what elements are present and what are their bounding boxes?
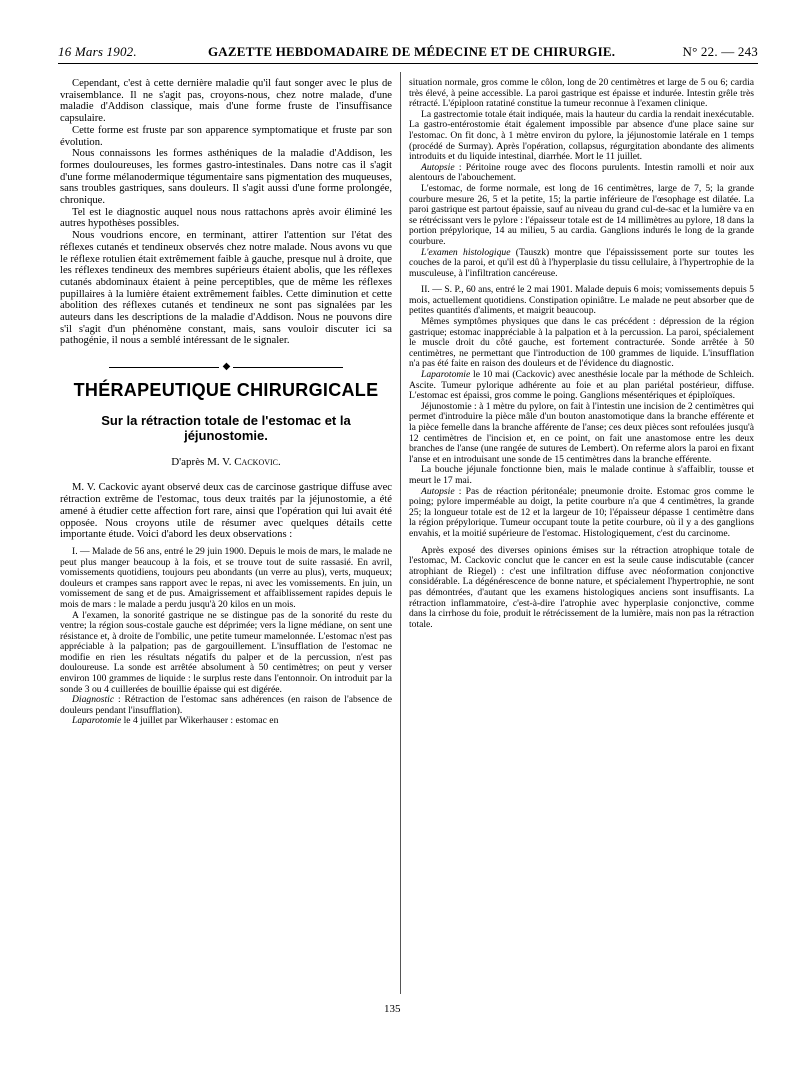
column-separator xyxy=(400,72,401,994)
paragraph xyxy=(60,716,392,727)
paragraph-label: Laparotomie xyxy=(421,369,471,381)
byline-author: Cackovic. xyxy=(234,455,281,468)
section-ornament xyxy=(60,361,392,373)
right-column xyxy=(409,78,754,630)
paragraph-label: Autopsie xyxy=(421,161,455,173)
paragraph: I. — Malade de 56 ans, entré le 29 juin 1900. Depuis le mois de mars, le malade ne peut plus manger beaucoup à la fois, et se trouve tout de suite rassasié. En avril, vomissements quotidiens, toujours peu abondants (un verre au plus), verts, muqueux; douleurs et crampes sans rapport avec le repas, ni avec les vomissements. En juin, un vomissement de sang et de pus. Amaigrissement et affaiblissement rapides depuis le mois de mars : le malade a perdu jusqu'à 20 kilos en un mois. xyxy=(60,545,392,610)
paragraph: Cependant, c'est à cette dernière maladie qu'il faut songer avec le plus de vraisemblance. Il ne s'agit pas, croyons-nous, chez notre malade, d'une maladie d'Addison classique, mais d'une forme fruste de l'insuffisance capsulaire. xyxy=(60,78,392,125)
paragraph: La gastrectomie totale était indiquée, mais la hauteur du cardia la rendait inexécutable. La gastro-entérostomie était également impossible par absence d'une place saine sur l'estomac. On fit donc, à 1 mètre environ du pylore, la jéjunostomie latérale en 1 temps (procédé de Surmay). Après l'opération, collapsus, régurgitation abondante des aliments introduits et du liquide intestinal, diarrhée. Mort le 11 juillet. xyxy=(409,108,754,163)
paragraph-text: le 4 juillet par Wikerhauser : estomac en xyxy=(121,715,279,727)
paragraph: Cette forme est fruste par son apparence symptomatique et fruste par son évolution. xyxy=(60,124,392,148)
paragraph-label: L'examen histologique xyxy=(421,246,511,258)
paragraph: situation normale, gros comme le côlon, long de 20 centimètres et large de 5 ou 6; cardia très élevé, à peine accessible. La paroi gastrique est épaisse et indurée. Intestin grêle très rétracté. L'épiploon ratatiné constitue la tumeur reconnue à l'examen clinique. xyxy=(409,77,754,110)
paragraph xyxy=(409,248,754,280)
header-date: 16 Mars 1902. xyxy=(58,44,137,59)
article-byline xyxy=(60,457,392,469)
section-heading: THÉRAPEUTIQUE CHIRURGICALE xyxy=(73,380,379,401)
byline-prefix: D'après M. V. xyxy=(171,455,232,468)
paragraph-label: Laparotomie xyxy=(72,715,122,727)
paragraph xyxy=(409,487,754,540)
left-column xyxy=(60,78,392,727)
paragraph-text: (Tauszk) montre que l'épaississement porte sur toutes les couches de la paroi, et qu'il est dû à l'hyperplasie du tissu cellulaire, à l'hypertrophie de la musculeuse, à l'infiltration cancéreuse. xyxy=(409,246,754,279)
paragraph: M. V. Cackovic ayant observé deux cas de carcinose gastrique diffuse avec rétraction extrême de l'estomac, tous deux traités par la jéjunostomie, a été amené à étudier cette affection fort rare, ainsi que l'opération qui lui avait été opposée. Nous croyons utile de résumer avec quelques détails cette importante étude. Voici d'abord les deux observations : xyxy=(60,482,392,541)
paragraph-label: Autopsie xyxy=(421,485,455,497)
paragraph-text: : Péritoine rouge avec des flocons purulents. Intestin ramolli et noir aux alentours de l'abouchement. xyxy=(409,161,754,184)
paragraph: La bouche jéjunale fonctionne bien, mais le malade continue à s'affaiblir, tousse et meurt le 17 mai. xyxy=(409,464,754,486)
header-journal-title: GAZETTE HEBDOMADAIRE DE MÉDECINE ET DE CHIRURGIE. xyxy=(208,44,616,59)
paragraph: L'estomac, de forme normale, est long de 16 centimètres, large de 7, 5; la grande courbure mesure 26, 5 et la petite, 15; la partie inférieure de l'œsophage est dilatée. La paroi gastrique est partout épaissie, sauf au niveau du grand cul-de-sac et la lumière va en se rétrécissant vers le pylore : l'épaisseur totale est de 14 millimètres au pylore, 18 dans la portion prépylorique, 14 au milieu, 5 au cardia. Ganglions indurés le long de la grande courbure. xyxy=(409,182,754,247)
paragraph-text: : Rétraction de l'estomac sans adhérences (en raison de l'absence de douleurs pendant l'insufflation). xyxy=(60,694,392,716)
paragraph: Après exposé des diverses opinions émises sur la rétraction atrophique totale de l'estomac, M. Cackovic conclut que le cancer en est la seule cause indiscutable (cancer atrophiant de Riegel) : c'est une infiltration diffuse avec néoformation conjonctive considérable. La dégénérescence de bonne nature, et spécialement l'hypertrophie, ne sont pas démontrées, d'autant que les examens histologiques anciens sont insuffisants. La rétraction inflammatoire, c'est-à-dire l'atrophie avec hyperplasie conjonctive, comme dans la cirrhose du foie, produit le rétrécissement de la lumière, mais non pas la rétraction totale. xyxy=(409,544,754,630)
paragraph-text: : Pas de réaction péritonéale; pneumonie droite. Estomac gros comme le poing; pylore imperméable au doigt, la petite courbure n'a que 4 centimètres, la grande 25; la longueur totale est de 12 et la largeur de 10; l'épaisseur dépasse 1 centimètre dans la région prépylorique. Tumeur occupant toute la petite courbure, où il y a des ganglions envahis, et la moitié supérieure de l'estomac. Histologiquement, c'est du carcinome. xyxy=(409,485,754,539)
running-header xyxy=(58,44,758,64)
diamond-icon: ◆ xyxy=(222,361,230,373)
header-issue-page: N° 22. — 243 xyxy=(682,44,758,59)
paragraph: Nous voudrions encore, en terminant, attirer l'attention sur l'état des réflexes cutanés et tendineux observés chez notre malade. Nous avons vu que le réflexe rotulien était extrêmement faible à gauche, presque nul à droite, que les réflexes tendineux des membres supérieurs étaient abolis, que les réflexes cutanés abdominaux étaient à peine perceptibles, que de même les réflexes pupillaires à la lumière étaient extrêmement faibles. Cette diminution et cette abolition des réflexes cutanés et tendineux ne sont pas signalées par les auteurs dans les descriptions de la maladie d'Addison. Nous ne pouvons dire s'il s'agit d'un phénomène constant, mais, sans vouloir discuter ici sa pathogénie, il nous a semblé intéressant de le signaler. xyxy=(60,230,392,347)
paragraph xyxy=(409,163,754,184)
paragraph-label: Diagnostic xyxy=(72,694,115,706)
paragraph: Mêmes symptômes physiques que dans le cas précédent : dépression de la région gastrique; estomac inappréciable à la palpation et à la percussion. La paroi, spécialement le muscle droit du côté gauche, est fortement contracturée. Sonde arrêtée à 50 centimètres, ne permettant que l'introduction de 100 grammes de liquide. L'insufflation n'a pas été faite en raison des douleurs et de l'évidence du diagnostic. xyxy=(409,316,754,370)
paragraph: Jéjunostomie : à 1 mètre du pylore, on fait à l'intestin une incision de 2 centimètres qui permet d'introduire la pièce mâle d'un bouton anastomotique dans la branche efférente et la pièce femelle dans la branche afférente de l'anse; ces deux pièces sont refoulées jusqu'à 12 centimètres de l'incision et, en ce point, on fait une anastomose entre les deux branches de l'anse (une rangée de sutures de Lembert). On referme alors la paroi en fixant l'anse et en introduisant une sonde de 15 centimètres dans la branche efférente. xyxy=(409,400,754,465)
paragraph xyxy=(409,370,754,402)
paragraph-text: le 10 mai (Cackovic) avec anesthésie locale par la méthode de Schleich. Ascite. Tumeur pylorique adhérente au foie et au plan pariétal postérieur, diffuse. L'estomac est épaissi, gros comme le poing. Ganglions mésentériques et épiploïques. xyxy=(409,369,754,402)
paragraph: Tel est le diagnostic auquel nous nous rattachons après avoir éliminé les autres hypothèses possibles. xyxy=(60,206,392,230)
paragraph: Nous connaissons les formes asthéniques de la maladie d'Addison, les formes douloureuses, les formes gastro-intestinales. Dans notre cas il s'agit d'une forme mélanodermique tégumentaire sans pigmentation des muqueuses, sans troubles gastriques, sans douleurs. Il s'agit aussi d'une forme prolongée, chronique. xyxy=(60,148,392,207)
header-rule xyxy=(58,63,758,64)
page-folio: 135 xyxy=(384,1003,401,1015)
paragraph: A l'examen, la sonorité gastrique ne se distingue pas de la sonorité du reste du ventre; la région sous-costale gauche est déprimée; vers la ligne médiane, on sent une résistance et, à droite de l'ombilic, une petite tumeur mamelonnée. L'estomac n'est pas appréciable à la palpation; pas de gargouillement. L'insufflation de l'estomac ne modifie en rien les résultats négatifs du palper et de la percussion, n'est pas douloureuse. La sonde est arrêtée absolument à 50 centimètres; on peut y verser environ 100 grammes de liquide : le surplus reste dans l'entonnoir. On introduit par la sonde 3 ou 4 cuillerées de bouillie épaisse qui est digérée. xyxy=(60,609,392,695)
paragraph: II. — S. P., 60 ans, entré le 2 mai 1901. Malade depuis 6 mois; vomissements depuis 5 mois, actuellement quotidiens. Constipation opiniâtre. Le malade ne peut absorber que de petites quantités d'aliments, et maigrit beaucoup. xyxy=(409,284,754,317)
article-title: Sur la rétraction totale de l'estomac et la jéjunostomie. xyxy=(101,412,351,443)
paragraph xyxy=(60,695,392,716)
